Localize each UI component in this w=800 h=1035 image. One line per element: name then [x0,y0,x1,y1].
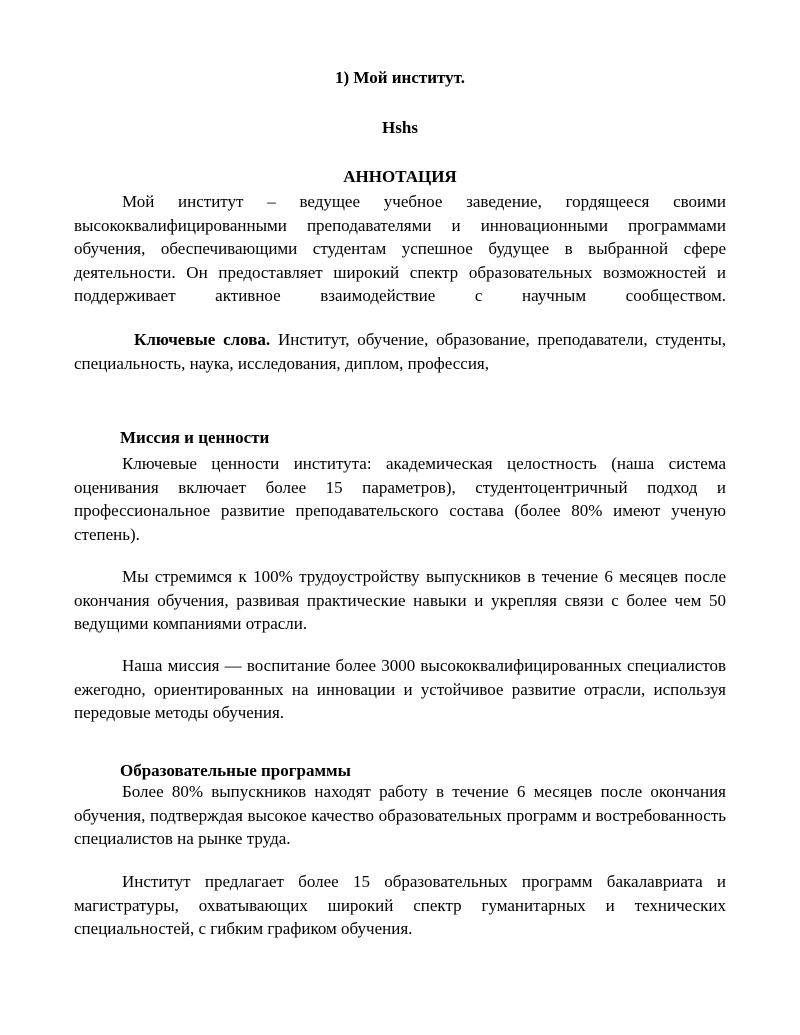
annotation-paragraph: Мой институт – ведущее учебное заведение, гордящееся своими высококвалифицированными преподавателями и инновационными программами обучения, обеспечивающими студентам успешное будущее в выбранной сфере деятельности. Он предоставляет широкий спектр образовательных возможностей и поддерживает активное взаимодействие с научным сообществом. [74,192,726,305]
document-subtitle: Hshs [382,118,418,137]
mission-paragraph-2: Мы стремимся к 100% трудоустройству выпускников в течение 6 месяцев после окончания обучения, развивая практические навыки и укрепляя связи с более чем 50 ведущими компаниями отрасли. [74,567,726,633]
document-number-title: 1) Мой институт. [334,68,465,87]
mission-paragraph-3: Наша миссия — воспитание более 3000 высококвалифицированных специалистов ежегодно, ориентированных на инновации и устойчивое развитие отрасли, используя передовые методы обучения. [74,656,726,722]
mission-paragraph-1: Ключевые ценности института: академическая целостность (наша система оценивания включает более 15 параметров), студентоцентричный подход и профессиональное развитие преподавательского состава (более 80% имеют ученую степень). [74,454,726,544]
keywords-paragraph [74,328,726,375]
annotation-heading: АННОТАЦИЯ [343,167,457,186]
programs-paragraph-2: Институт предлагает более 15 образовательных программ бакалавриата и магистратуры, охватывающих широкий спектр гуманитарных и технических специальностей, с гибким графиком обучения. [74,872,726,938]
programs-heading: Образовательные программы [120,761,351,780]
keywords-label: Ключевые слова. [134,330,271,349]
keywords-text: Институт, обучение, образование, преподаватели, студенты, специальность, наука, исследования, диплом, профессия, [74,330,726,373]
mission-heading: Миссия и ценности [120,428,270,447]
programs-paragraph-1: Более 80% выпускников находят работу в течение 6 месяцев после окончания обучения, подтверждая высокое качество образовательных программ и востребованность специалистов на рынке труда. [74,782,726,848]
